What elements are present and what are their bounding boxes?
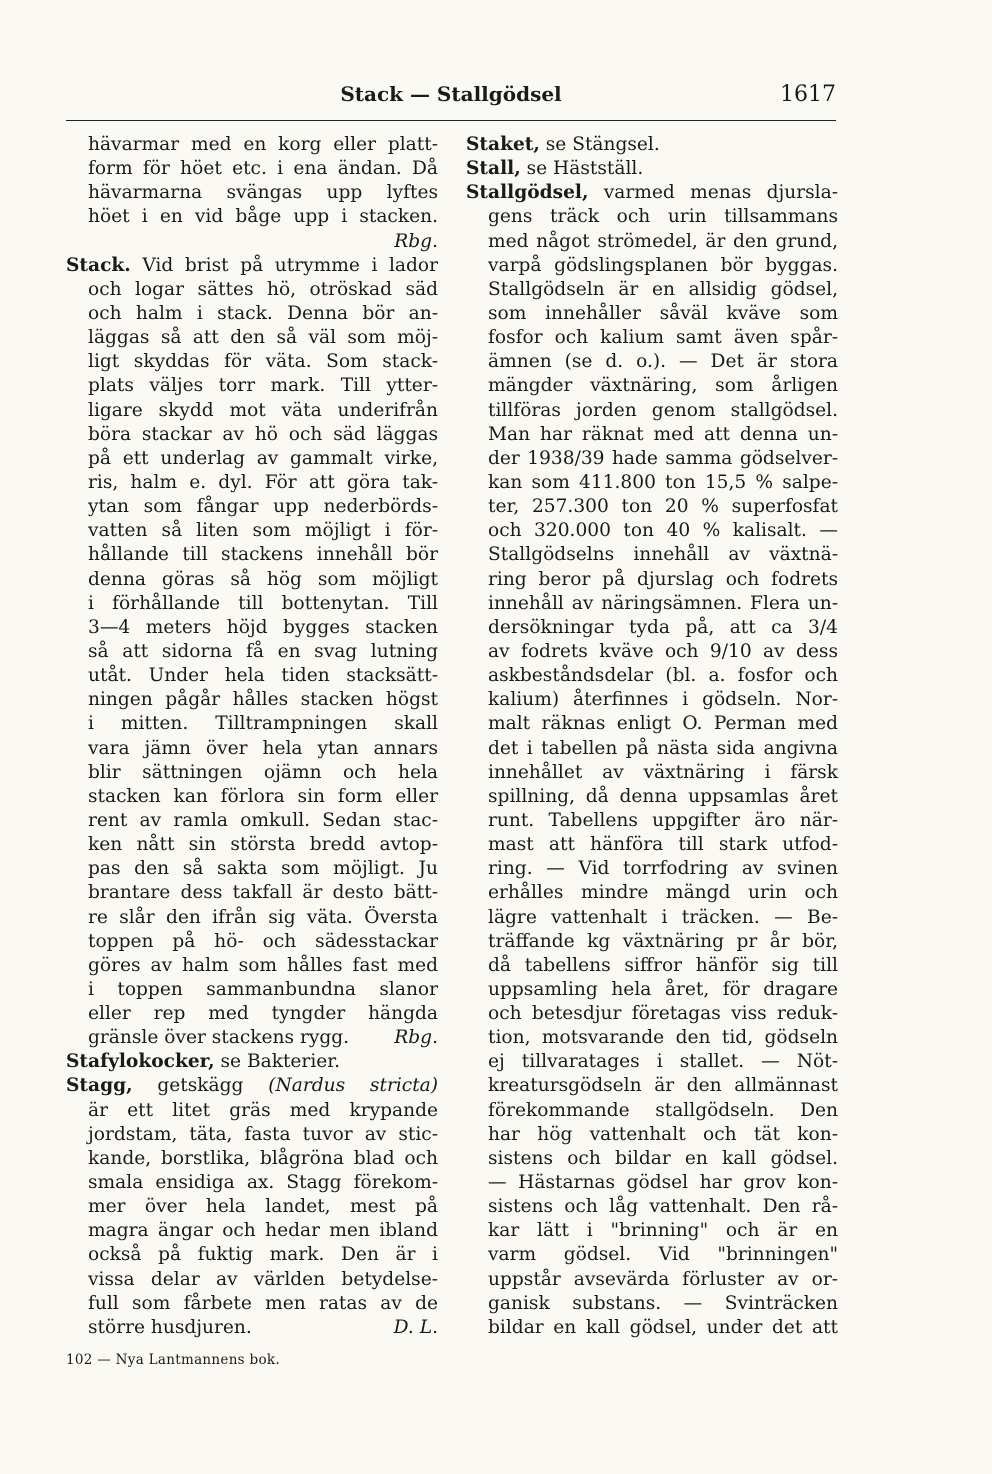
running-header [66, 82, 836, 114]
entry-first-line: Stack. Vid brist på utrymme i lador [66, 254, 438, 276]
text-line: ligt skyddas för väta. Som stack- [88, 351, 438, 373]
text-line: ring. — Vid torrfodring av svinen [488, 858, 838, 880]
text-line: erhålles mindre mängd urin och [488, 882, 838, 904]
text-line: uppsamling hela året, för dragare [488, 978, 838, 1000]
text-line: ej tillvaratages i stallet. — Nöt- [488, 1051, 838, 1073]
text-line: mast att hänföra till stark utfod- [488, 834, 838, 856]
text-line: magra ängar och hedar men ibland [88, 1220, 438, 1242]
entry-stall [466, 157, 838, 181]
text-line: och 320.000 ton 40 % kalisalt. — [488, 520, 838, 542]
text-line: med något strömedel, är den grund, [488, 230, 838, 252]
text-line: kalium) återfinnes i gödseln. Nor- [488, 689, 838, 711]
text-line: kan som 411.800 ton 15,5 % salpe- [488, 471, 838, 493]
text-line: det i tabellen på nästa sida angivna [488, 737, 838, 759]
text-line: ter, 257.300 ton 20 % superfosfat [488, 496, 838, 518]
text-line: uppstår avsevärda förluster av or- [488, 1268, 838, 1290]
text-line: sistens och bildar en kall gödsel. [488, 1147, 838, 1169]
text-line: göres av halm som hålles fast med [88, 954, 438, 976]
text-line: plats väljes torr mark. Till ytter- [88, 375, 438, 397]
entry-term: Stafylokocker, [66, 1051, 215, 1073]
text-line: förekommande stallgödseln. Den [488, 1099, 838, 1121]
text-line: i mitten. Tilltrampningen skall [88, 713, 438, 735]
text-line: då tabellens siffror hänför sig till [488, 954, 838, 976]
entry-first-line: Stagg, getskägg (Nardus stricta) [66, 1075, 439, 1097]
text-line: Stallgödseln är en allsidig gödsel, [488, 278, 838, 300]
entry-stagg [66, 1074, 438, 1340]
text-line: varpå gödslingsplanen bör byggas. [488, 254, 838, 276]
header-rule [66, 120, 836, 121]
entry-first-line: Stallgödsel, varmed menas djursla- [466, 182, 838, 204]
page-footer: 102 — Nya Lantmannens bok. [66, 1352, 280, 1368]
text-line: hållande till stackens innehåll bör [88, 544, 438, 566]
entry-body [66, 278, 438, 1026]
entry-term: Stallgödsel, [466, 182, 589, 204]
right-column [466, 133, 838, 1340]
text-line: och logar sättes hö, otröskad säd [88, 278, 438, 300]
text-line: toppen på hö- och sädesstackar [88, 930, 438, 952]
text-line: utåt. Under hela tiden stacksätt- [88, 665, 438, 687]
entry-stallgodsel [466, 181, 838, 1340]
text-line: så att sidorna få en svag lutning [88, 640, 438, 662]
text-line: kande, borstlika, blågröna blad och [88, 1147, 438, 1169]
entry-term: Stack. [66, 254, 131, 276]
text-line: kar lätt i "brinning" och är en [488, 1220, 838, 1242]
text-line: runt. Tabellens uppgifter äro när- [488, 809, 838, 831]
entry-term: Stagg, [66, 1075, 133, 1097]
signature: Rbg. [394, 1027, 438, 1049]
text-line: varm gödsel. Vid "brinningen" [488, 1244, 838, 1266]
text-line: på ett underlag av gammalt virke, [88, 447, 438, 469]
text-line: blir sättningen ojämn och hela [88, 761, 438, 783]
text-line: ring beror på djurslag och fodrets [488, 568, 838, 590]
entry-first-line: Stafylokocker, se Bakterier. [66, 1051, 341, 1073]
entry-continuation [66, 133, 438, 230]
text-line: innehåll av näringsämnen. Flera un- [488, 592, 838, 614]
text-line: rent av ramla omkull. Sedan stac- [88, 809, 438, 831]
text-line: träffande kg växtnäring pr år bör, [488, 930, 838, 952]
text-line: dersökningar tyda på, att ca 3/4 [488, 616, 838, 638]
text-line: denna göras så hög som möjligt [88, 568, 438, 590]
entry-term: Stall, [466, 158, 521, 180]
text-line: re slår den ifrån sig väta. Översta [88, 906, 438, 928]
text-line: i förhållande till bottenytan. Till [88, 592, 438, 614]
text-line: sistens och låg vattenhalt. Den rå- [488, 1196, 838, 1218]
entry-body [466, 205, 838, 1340]
entry-body [66, 1099, 438, 1316]
text-line: askbeståndsdelar (bl. a. fosfor och [488, 665, 838, 687]
text-line: och halm i stack. Denna bör an- [88, 302, 438, 324]
text-line: vatten så liten som möjligt i för- [88, 520, 438, 542]
text-line: ämnen (se d. o.). — Det är stora [488, 351, 838, 373]
text-line: fosfor och kalium samt även spår- [488, 327, 838, 349]
entry-last-line: större husdjuren. D. L. [66, 1316, 438, 1340]
text-line: 3—4 meters höjd bygges stacken [88, 616, 438, 638]
text-line: stacken kan förlora sin form eller [88, 785, 438, 807]
text-line: hävarmar med en korg eller platt- [88, 134, 438, 155]
text-line: också på fuktig mark. Den är i [88, 1244, 438, 1266]
text-line: smala ensidiga ax. Stagg förekom- [88, 1172, 438, 1194]
text-line: vissa delar av världen betydelse- [88, 1268, 438, 1290]
text-line: innehållet av växtnäring i färsk [488, 761, 838, 783]
text-line: ganisk substans. — Svinträcken [488, 1292, 838, 1314]
text-line: pas den så sakta som möjligt. Ju [88, 858, 438, 880]
text-line: brantare dess takfall är desto bätt- [88, 882, 438, 904]
text-line: der 1938/39 hade samma gödselver- [488, 447, 838, 469]
text-line: eller rep med tyngder hängda [88, 1003, 438, 1025]
text-line: ken nått sin största bredd avtop- [88, 834, 438, 856]
text-line: har hög vattenhalt och tät kon- [488, 1123, 838, 1145]
signature: Rbg. [394, 230, 438, 252]
text-line: kreatursgödseln är den allmännast [488, 1075, 838, 1097]
text-line: Man har räknat med att denna un- [488, 423, 838, 445]
text-line: — Hästarnas gödsel har grov kon- [488, 1172, 838, 1194]
page-number: 1617 [780, 82, 836, 107]
text-line: i toppen sammanbundna slanor [88, 978, 438, 1000]
text-line: gens träck och urin tillsammans [488, 206, 838, 228]
text-line: böra stackar av hö och säd läggas [88, 423, 438, 445]
text-line: är ett litet gräs med krypande [88, 1099, 438, 1121]
text-line: tion, motsvarande den tid, gödseln [488, 1027, 838, 1049]
text-line: ligare skydd mot väta underifrån [88, 399, 438, 421]
entry-first-line: Staket, se Stängsel. [466, 134, 660, 155]
text-line: läggas så att den så väl som möj- [88, 327, 438, 349]
text-line: jordstam, täta, fasta tuvor av stic- [88, 1123, 438, 1145]
entry-staket [466, 133, 838, 157]
text-line: ris, halm e. dyl. För att göra tak- [88, 471, 438, 493]
text-line: ningen pågår hålles stacken högst [88, 689, 438, 711]
text-line: full som fårbete men ratas av de [88, 1292, 438, 1314]
text-line: form för höet etc. i ena ändan. Då [88, 158, 438, 180]
text-line: mängder växtnäring, som årligen [488, 375, 838, 397]
text-line: mer över hela landet, mest på [88, 1196, 438, 1218]
entry-term: Staket, [466, 134, 540, 155]
entry-last-line: gränsle över stackens rygg. Rbg. [66, 1026, 438, 1050]
text-line: malt räknas enligt O. Perman med [488, 713, 838, 735]
latin-name: (Nardus stricta) [268, 1075, 439, 1097]
text-line: spillning, då denna uppsamlas året [488, 785, 838, 807]
entry-first-line: Stall, se Hästställ. [466, 158, 644, 180]
entry-stack [66, 254, 438, 1051]
text-line: och betesdjur företagas viss reduk- [488, 1003, 838, 1025]
text-line: Stallgödselns innehåll av växtnä- [488, 544, 838, 566]
header-title: Stack — Stallgödsel [340, 82, 562, 106]
text-line: vara jämn över hela ytan annars [88, 737, 438, 759]
text-line: tillföras jorden genom stallgödsel. [488, 399, 838, 421]
text-line: lägre vattenhalt i träcken. — Be- [488, 906, 838, 928]
entry-stafylokocker [66, 1050, 438, 1074]
text-line: av fodrets kväve och 9/10 av dess [488, 640, 838, 662]
left-column [66, 133, 438, 1340]
signature: D. L. [393, 1316, 438, 1338]
text-line: ytan som fångar upp nederbörds- [88, 496, 438, 518]
text-line: som innehåller såväl kväve som [488, 302, 838, 324]
text-line: höet i en vid båge upp i stacken. [88, 206, 438, 228]
text-line: hävarmarna svängas upp lyftes [88, 182, 438, 204]
text-line: bildar en kall gödsel, under det att [488, 1316, 838, 1338]
